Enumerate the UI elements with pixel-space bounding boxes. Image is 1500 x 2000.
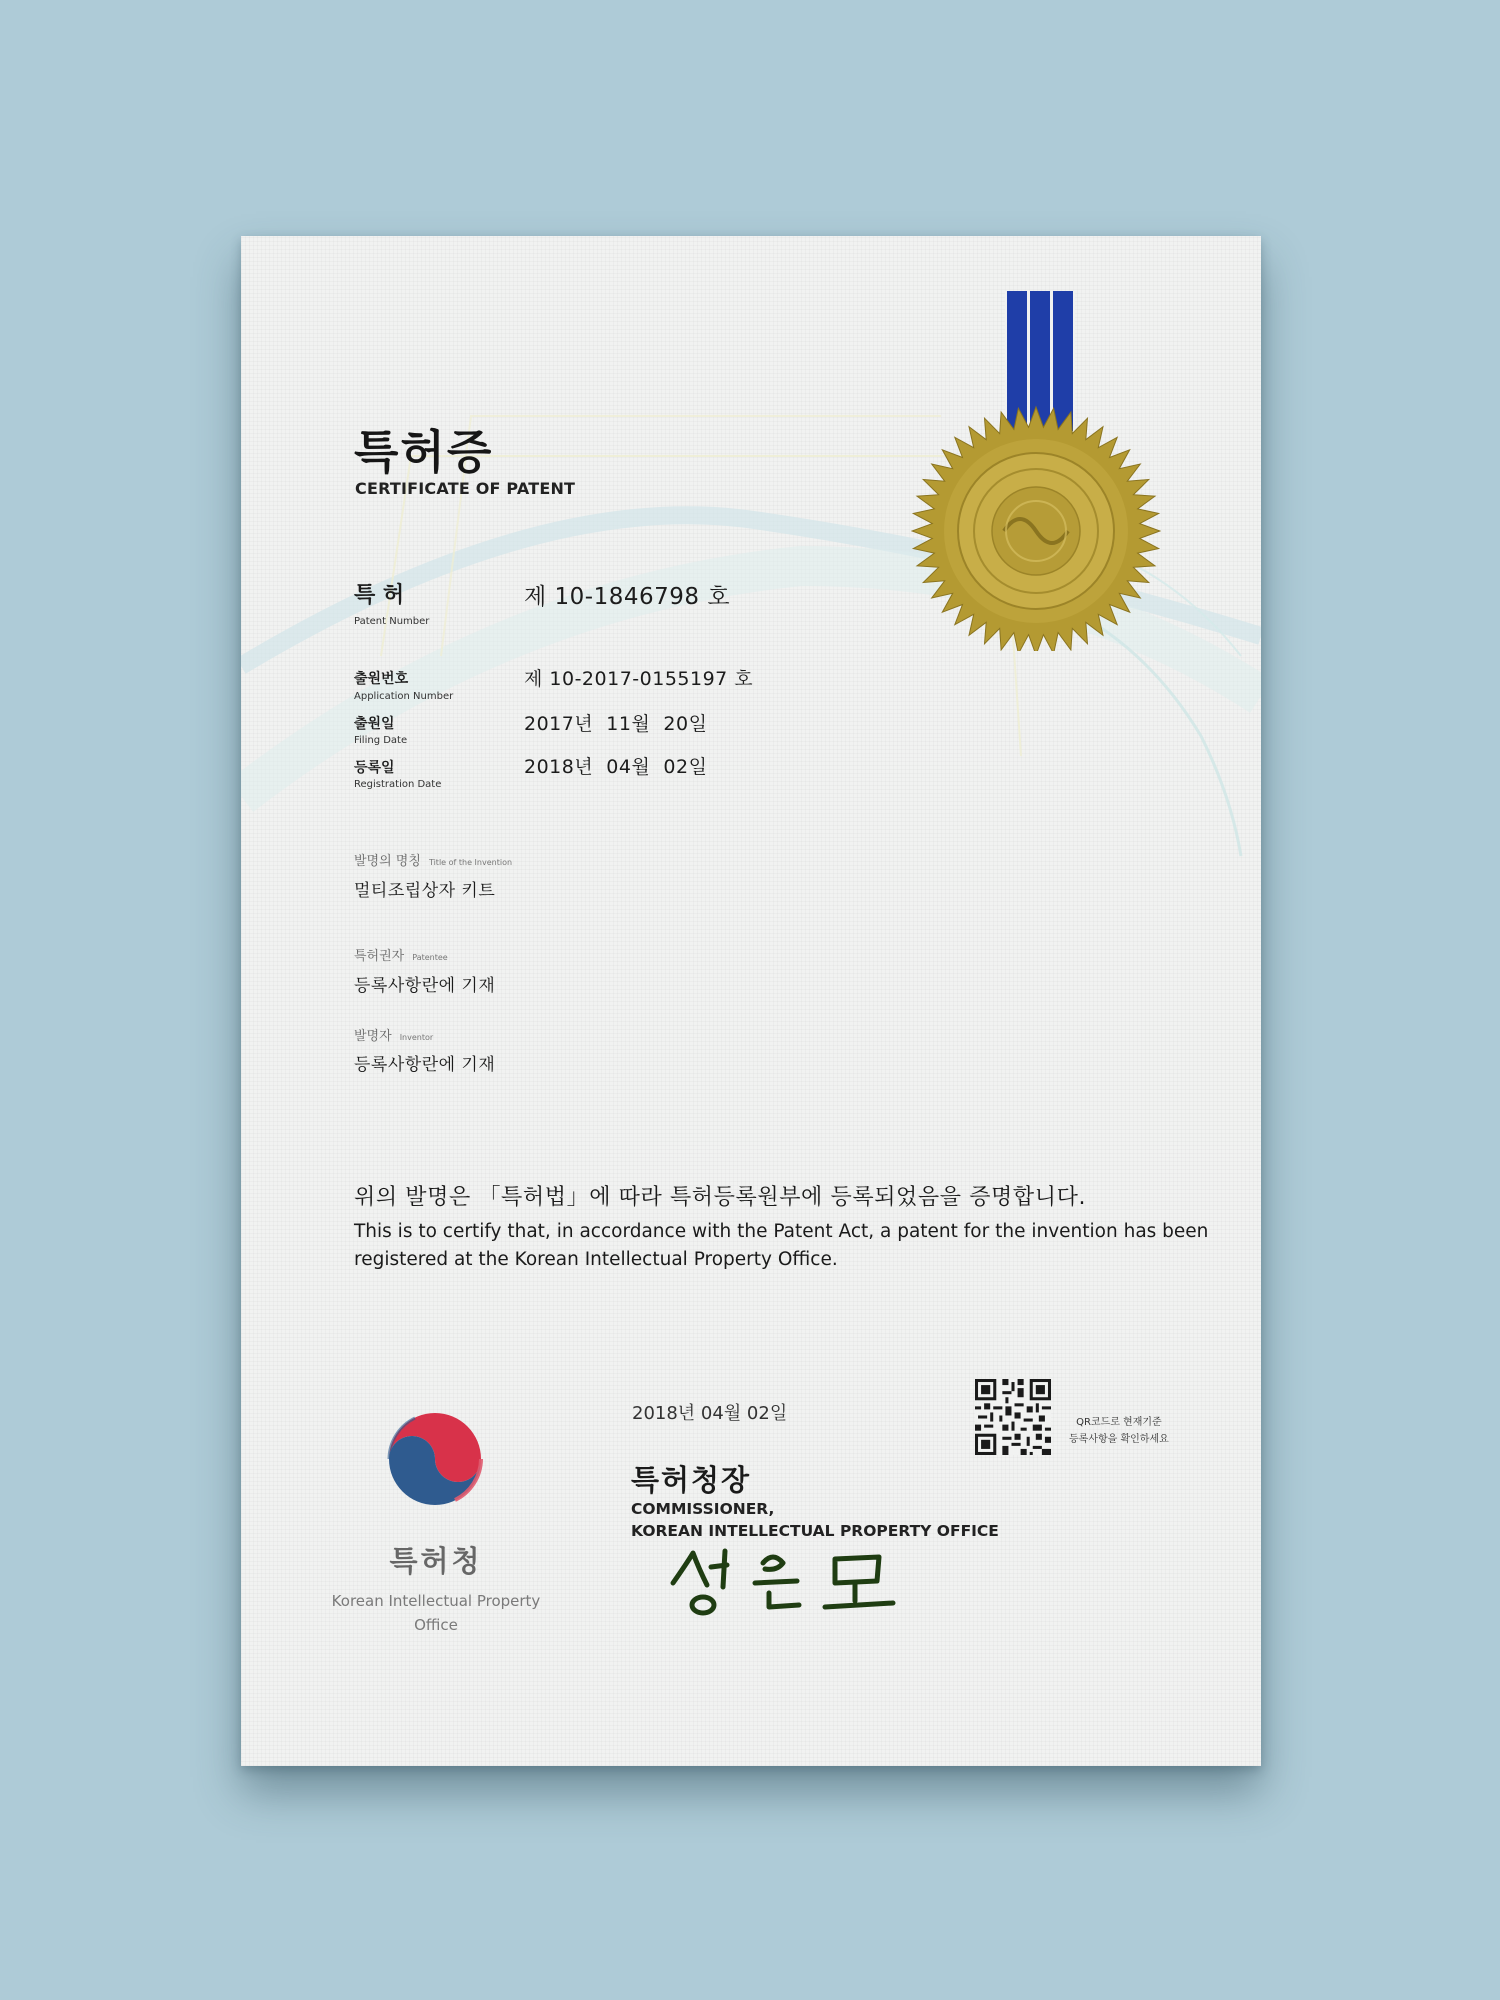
inventor-label-en: Inventor xyxy=(399,1033,434,1042)
application-number-value: 제 10-2017-0155197 호 xyxy=(524,668,754,690)
application-number-label-en: Application Number xyxy=(354,691,454,702)
ribbon xyxy=(1005,291,1075,431)
commissioner-title-en-line2: KOREAN INTELLECTUAL PROPERTY OFFICE xyxy=(631,1522,999,1540)
patent-number-label-en: Patent Number xyxy=(354,616,430,627)
inventor-label-ko: 발명자 xyxy=(354,1029,392,1044)
certificate-title-en: CERTIFICATE OF PATENT xyxy=(355,479,576,498)
issue-date: 2018년 04월 02일 xyxy=(632,1403,788,1424)
inventor-value: 등록사항란에 기재 xyxy=(354,1055,496,1075)
filing-date-label: 출원일 xyxy=(354,716,395,732)
patent-number-value: 제 10-1846798 호 xyxy=(524,584,731,610)
commissioner-signature xyxy=(665,1541,905,1621)
qr-instructions-line1: QR코드로 현재기준 xyxy=(1076,1417,1162,1428)
patentee-label-ko: 특허권자 xyxy=(354,949,405,964)
patentee-label-en: Patentee xyxy=(412,953,448,962)
kipo-name-ko: 특허청 xyxy=(389,1544,483,1578)
filing-date-label-en: Filing Date xyxy=(354,735,408,746)
kipo-name-en: Korean Intellectual Property Office xyxy=(331,1592,541,1634)
inventor-label xyxy=(354,1025,433,1044)
patent-number-label: 특 허 xyxy=(354,583,405,608)
gold-seal-medal xyxy=(911,291,1161,651)
patent-certificate xyxy=(241,236,1261,1766)
patentee-label xyxy=(354,945,448,964)
registration-date-label: 등록일 xyxy=(354,760,395,776)
invention-title-value: 멀티조립상자 키트 xyxy=(354,881,496,901)
commissioner-title: 특허청장 xyxy=(631,1463,752,1497)
qr-instructions-line2: 등록사항을 확인하세요 xyxy=(1069,1434,1169,1445)
invention-title-label xyxy=(354,850,512,869)
application-number-label: 출원번호 xyxy=(354,671,409,687)
registration-date-label-en: Registration Date xyxy=(354,779,442,790)
commissioner-title-en-line1: COMMISSIONER, xyxy=(631,1500,775,1518)
qr-instructions xyxy=(1069,1414,1169,1448)
filing-date-value: 2017년 11월 20일 xyxy=(524,713,708,735)
certification-statement-ko: 위의 발명은 「특허법」에 따라 특허등록원부에 등록되었음을 증명합니다. xyxy=(354,1185,1087,1210)
patentee-value: 등록사항란에 기재 xyxy=(354,976,496,996)
certification-statement-en: This is to certify that, in accordance with the Patent Act, a patent for the invention has been registered at the Korean Intellectual Property Office. xyxy=(354,1221,1209,1270)
certificate-title: 특허증 xyxy=(354,425,494,479)
registration-date-value: 2018년 04월 02일 xyxy=(524,756,708,778)
kipo-taegeuk-logo xyxy=(375,1399,495,1519)
invention-title-label-en: Title of the Invention xyxy=(428,858,513,867)
invention-title-label-ko: 발명의 명칭 xyxy=(354,854,421,869)
qr-code xyxy=(975,1379,1051,1455)
